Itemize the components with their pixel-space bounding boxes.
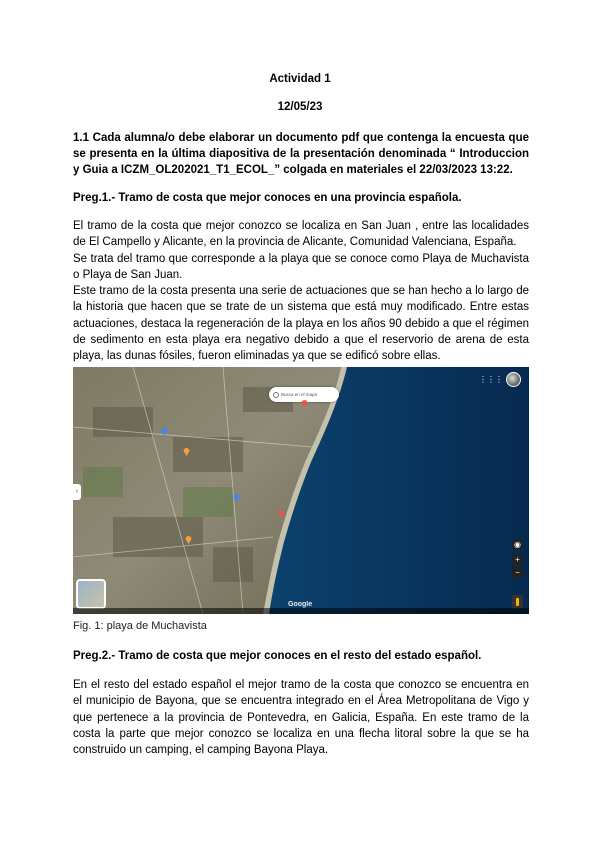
avatar-icon[interactable]	[506, 372, 521, 387]
pegman-icon[interactable]	[512, 595, 523, 609]
zoom-in-icon[interactable]: +	[512, 554, 523, 565]
apps-icon[interactable]: ⋮⋮⋮	[479, 375, 503, 384]
map-pin-icon[interactable]	[233, 493, 240, 502]
map-pin-icon[interactable]	[161, 427, 168, 436]
question-1-title: Preg.1.- Tramo de costa que mejor conoces en una provincia española.	[73, 192, 462, 204]
map-pin-icon[interactable]	[183, 447, 190, 456]
activity-date: 12/05/23	[277, 101, 323, 113]
compass-icon[interactable]: ◉	[512, 539, 523, 550]
question-1-answer	[73, 218, 529, 365]
answer-1-line-2: Se trata del tramo que corresponde a la playa que se conoce como Playa de Muchavista o Playa de San Juan.	[73, 252, 529, 281]
answer-1-line-3: Este tramo de la costa presenta una serie de actuaciones que se han hecho a lo largo de la historia que hacen que se trate de un sistema que está muy modificado. Entre estas actuaciones, destaca la regeneración de la playa en los años 90 debido a que el régimen de sedimento en esta playa era negativo debido a que el reservorio de arena de esta playa, las dunas fósiles, fueron eliminadas ya que se edificó sobre ellas.	[73, 285, 529, 363]
map-pin-icon[interactable]	[185, 535, 192, 544]
question-2-title: Preg.2.- Tramo de costa que mejor conoces en el resto del estado español.	[73, 650, 482, 662]
map-search-placeholder: Busca en el mapa	[281, 392, 318, 397]
collapse-panel-button[interactable]: ‹	[73, 484, 81, 500]
figure-caption: Fig. 1: playa de Muchavista	[73, 620, 207, 632]
satellite-map-image[interactable]	[73, 367, 529, 614]
map-pin-icon[interactable]	[301, 399, 308, 408]
map-attribution-bar	[73, 608, 529, 614]
google-logo: Google	[288, 601, 313, 608]
layers-thumbnail[interactable]	[76, 579, 106, 609]
question-2-answer: En el resto del estado español el mejor tramo de la costa que conozco se encuentra en el municipio de Bayona, que se encuentra integrado en el Área Metropolitana de Vigo y que pertenece a la provincia de Pontevedra, en Galicia, España. En este tramo de la costa la parte que mejor conozco se localiza en una flecha litoral sobre la que se ha construido un camping, el camping Bayona Playa.	[73, 679, 529, 757]
zoom-out-icon[interactable]: −	[512, 567, 523, 578]
search-icon	[273, 392, 279, 398]
map-pin-icon[interactable]	[278, 509, 285, 518]
intro-paragraph: 1.1 Cada alumna/o debe elaborar un documento pdf que contenga la encuesta que se presenta en la última diapositiva de la presentación denominada “ Introduccion y Guia a ICZM_OL202021_T1_ECOL_” colgada en materiales el 22/03/2023 13:22.	[73, 132, 529, 176]
activity-title: Actividad 1	[269, 73, 331, 85]
answer-1-line-1: El tramo de la costa que mejor conozco se localiza en San Juan , entre las localidades de El Campello y Alicante, en la provincia de Alicante, Comunidad Valenciana, España.	[73, 220, 529, 249]
